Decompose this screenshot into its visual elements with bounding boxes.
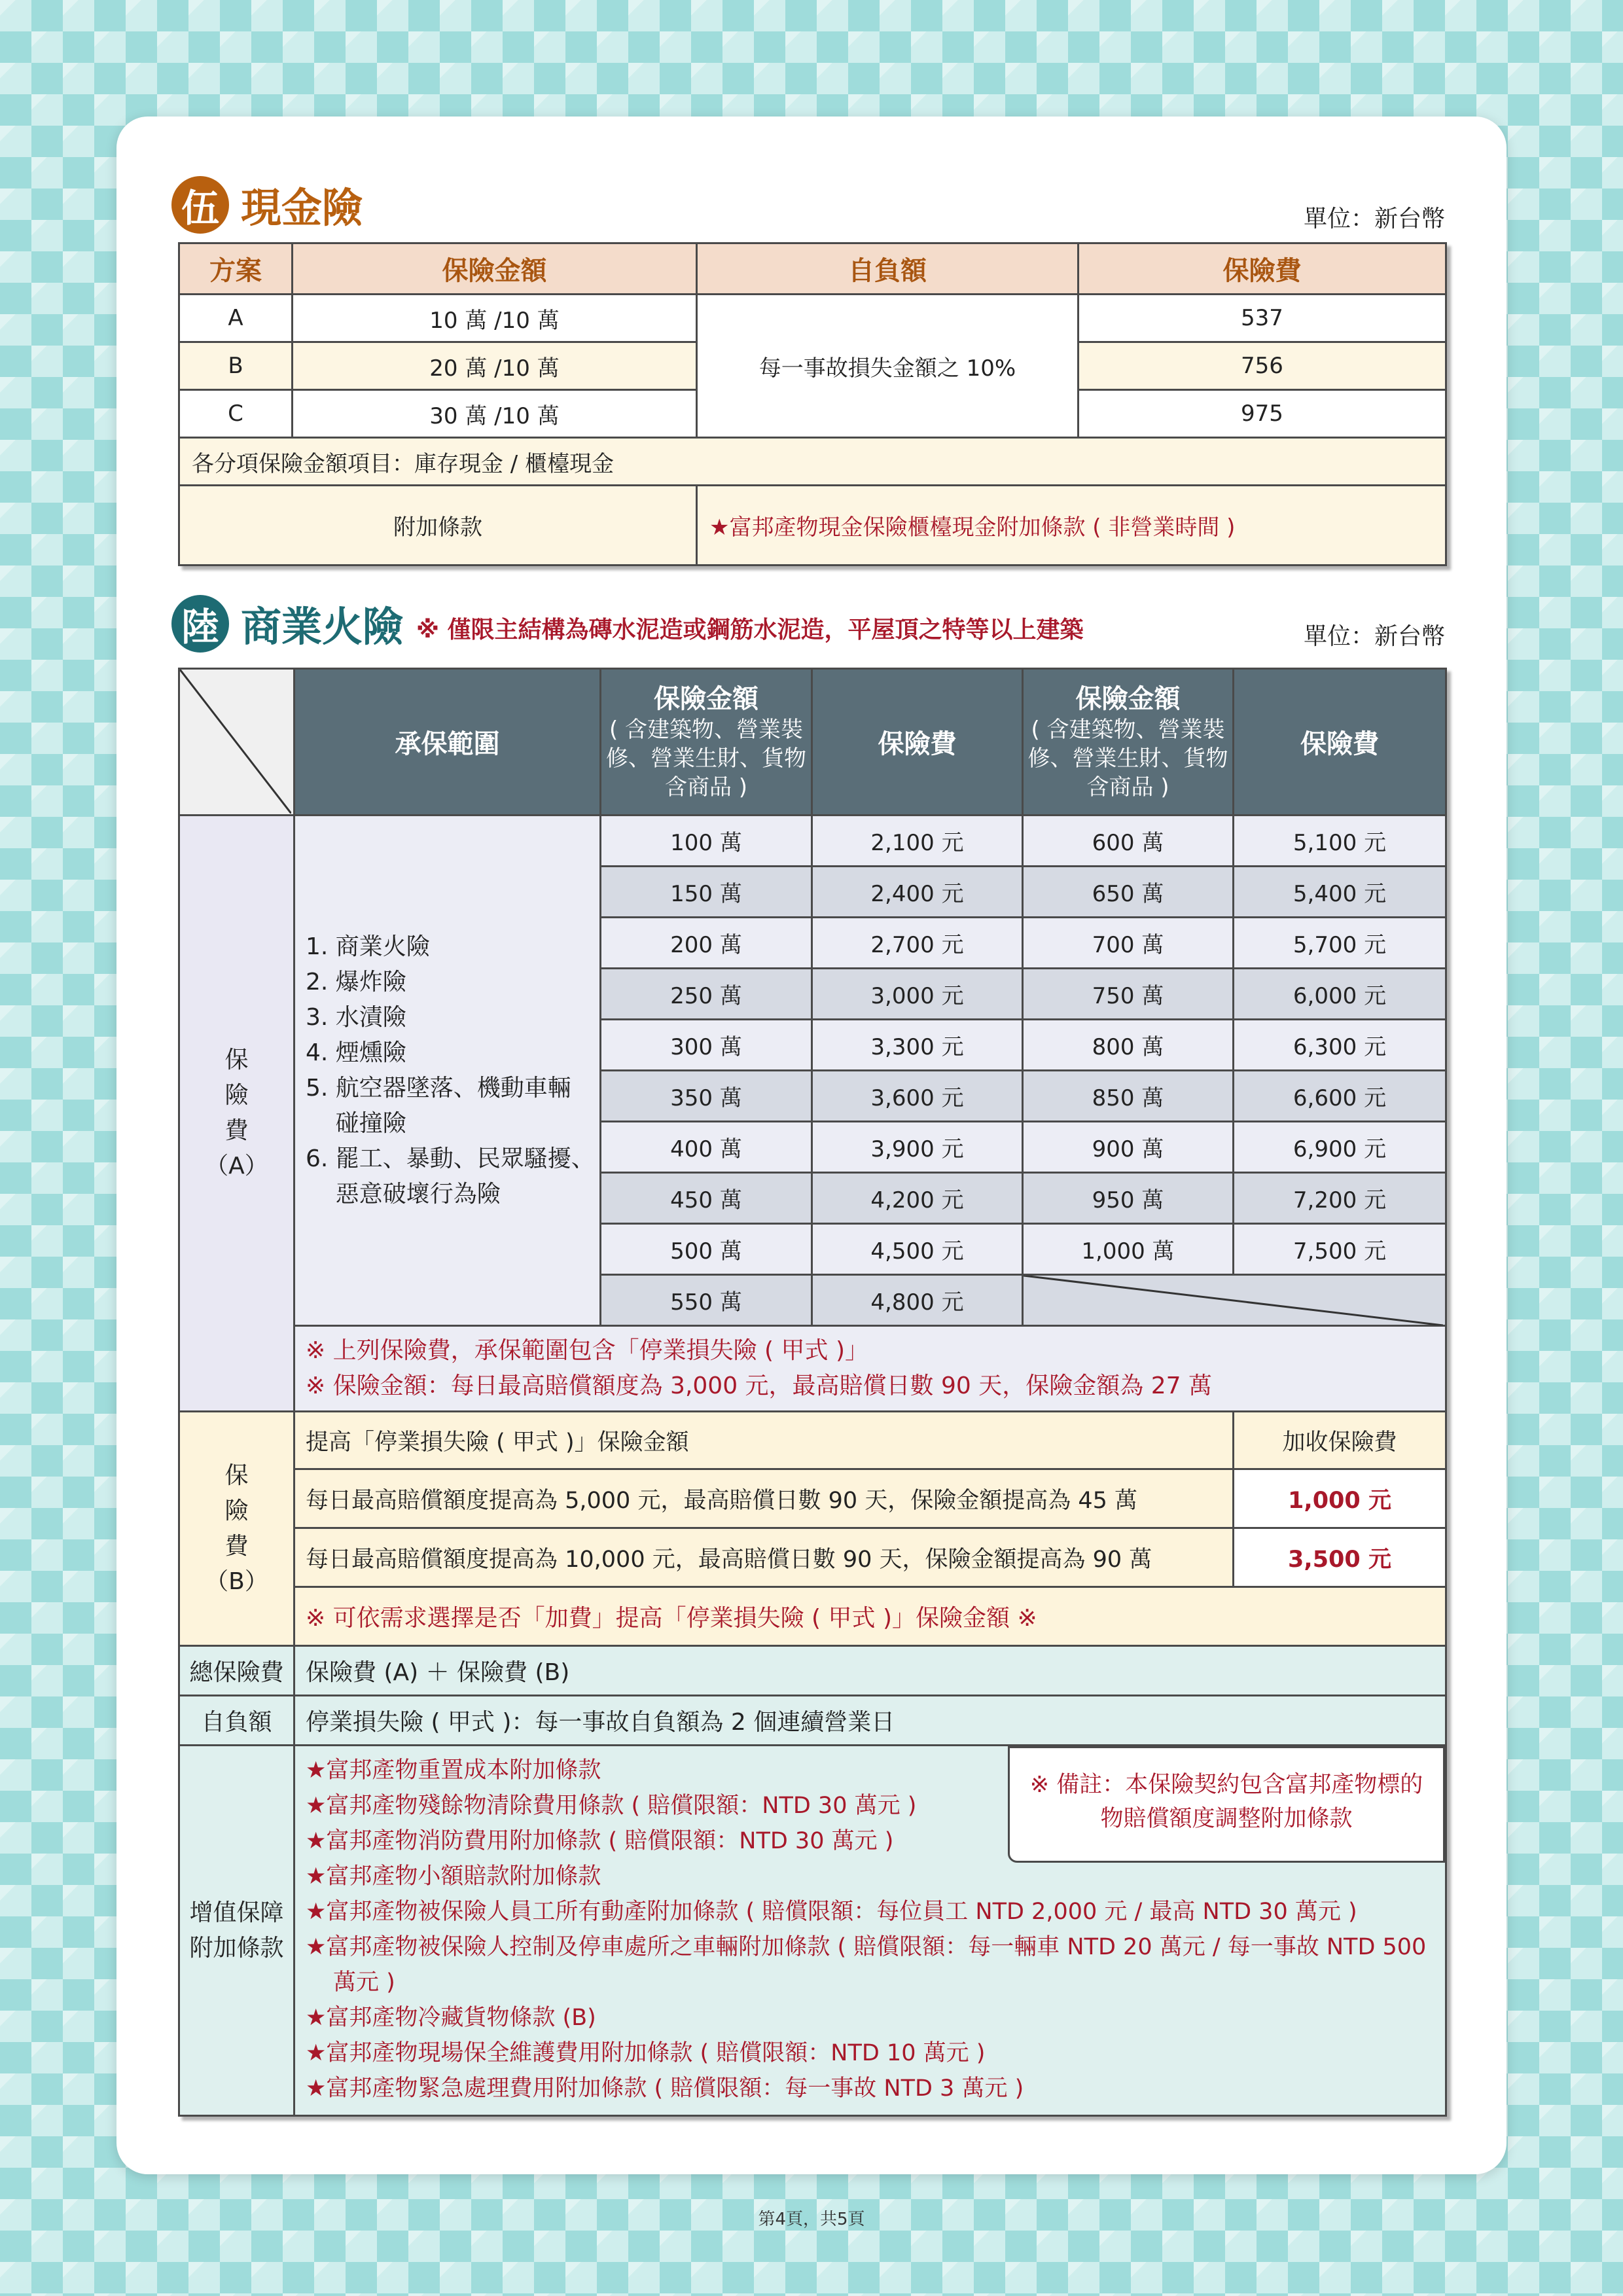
side-a-char: 保 xyxy=(224,1047,249,1073)
amount-cell: 750 萬 xyxy=(1023,969,1234,1020)
amount-cell: 800 萬 xyxy=(1023,1020,1234,1071)
side-a-char: 費 xyxy=(224,1117,249,1144)
premium-cell: 4,800 元 xyxy=(812,1275,1023,1326)
header-amount-sub: ( 含建築物、營業裝修、營業生財、貨物含商品 ) xyxy=(606,716,806,800)
diagonal-line xyxy=(180,670,291,814)
rider-text: ★富邦產物現金保險櫃檯現金附加條款 ( 非營業時間 ) xyxy=(697,486,1446,565)
b-note: ※ 可依需求選擇是否「加費」提高「停業損失險 ( 甲式 )」保險金額 ※ xyxy=(294,1587,1446,1646)
diagonal-line xyxy=(1024,1276,1443,1325)
amount-cell: 300 萬 xyxy=(601,1020,812,1071)
total-label: 總保險費 xyxy=(179,1646,294,1696)
premium-cell: 2,700 元 xyxy=(812,918,1023,969)
list-item: ★富邦產物重置成本附加條款 xyxy=(306,1757,601,1784)
amount-cell: 950 萬 xyxy=(1023,1173,1234,1224)
header-amount-1 xyxy=(601,669,812,816)
side-b-char: 費 xyxy=(224,1532,249,1560)
deductible-label: 自負額 xyxy=(179,1696,294,1746)
b-option-text: 每日最高賠償額度提高為 10,000 元，最高賠償日數 90 天，保險金額提高為 90 萬 xyxy=(294,1528,1234,1587)
coverage-list xyxy=(294,816,601,1326)
plan-cell: B xyxy=(179,342,293,390)
premium-cell: 3,900 元 xyxy=(812,1122,1023,1173)
premium-cell: 6,000 元 xyxy=(1234,969,1446,1020)
cash-insurance-table xyxy=(178,242,1447,566)
table-row xyxy=(179,1469,1446,1528)
section6-note: ※ 僅限主結構為磚水泥造或鋼筋水泥造，平屋頂之特等以上建築 xyxy=(416,617,1084,643)
premium-cell: 3,600 元 xyxy=(812,1071,1023,1122)
amount-cell: 900 萬 xyxy=(1023,1122,1234,1173)
plan-cell: A xyxy=(179,295,293,342)
coverage-item: 5. 航空器墜落、機動車輛 xyxy=(306,1074,571,1102)
header-amount: 保險金額 xyxy=(293,243,697,295)
header-amount-title: 保險金額 xyxy=(1075,683,1181,714)
amount-cell: 20 萬 /10 萬 xyxy=(293,342,697,390)
premium-cell: 6,900 元 xyxy=(1234,1122,1446,1173)
table-row xyxy=(179,816,1446,867)
amount-cell: 30 萬 /10 萬 xyxy=(293,390,697,438)
b-option-text: 每日最高賠償額度提高為 5,000 元，最高賠償日數 90 天，保險金額提高為 45 萬 xyxy=(294,1469,1234,1528)
side-b-char: 保 xyxy=(224,1462,249,1489)
b-header: 提高「停業損失險 ( 甲式 )」保險金額 xyxy=(294,1412,1234,1469)
amount-cell: 150 萬 xyxy=(601,867,812,918)
section6-badge: 陸 xyxy=(171,595,229,653)
premium-cell: 7,500 元 xyxy=(1234,1224,1446,1275)
page-footer: 第4頁，共5頁 xyxy=(758,2210,865,2229)
addon-label xyxy=(179,1746,294,2116)
coverage-item: 6. 罷工、暴動、民眾騷擾、 xyxy=(306,1145,595,1172)
header-amount-sub: ( 含建築物、營業裝修、營業生財、貨物含商品 ) xyxy=(1027,716,1228,800)
amount-cell: 400 萬 xyxy=(601,1122,812,1173)
premium-cell: 537 xyxy=(1079,295,1446,342)
list-item: ★富邦產物被保險人控制及停車處所之車輛附加條款 ( 賠償限額：每一輛車 NTD 20 萬元 / 每一事故 NTD 500 萬元 ) xyxy=(306,1934,1427,1996)
header-plan: 方案 xyxy=(179,243,293,295)
section6-heading xyxy=(171,594,1084,653)
premium-cell: 4,200 元 xyxy=(812,1173,1023,1224)
amount-cell: 700 萬 xyxy=(1023,918,1234,969)
side-a-char: （A） xyxy=(205,1153,268,1179)
premium-cell: 5,400 元 xyxy=(1234,867,1446,918)
amount-cell: 600 萬 xyxy=(1023,816,1234,867)
premium-cell: 3,000 元 xyxy=(812,969,1023,1020)
amount-cell: 450 萬 xyxy=(601,1173,812,1224)
premium-a-notes xyxy=(294,1326,1446,1412)
premium-cell: 7,200 元 xyxy=(1234,1173,1446,1224)
header-scope: 承保範圍 xyxy=(294,669,601,816)
section5-unit: 單位：新台幣 xyxy=(1303,206,1445,232)
premium-cell: 6,300 元 xyxy=(1234,1020,1446,1071)
b-header-fee: 加收保險費 xyxy=(1234,1412,1446,1469)
section5-badge: 伍 xyxy=(171,176,229,234)
list-item: ★富邦產物被保險人員工所有動產附加條款 ( 賠償限額：每位員工 NTD 2,000 元 / 最高 NTD 30 萬元 ) xyxy=(306,1899,1357,1925)
deductible-text: 停業損失險 ( 甲式 )：每一事故自負額為 2 個連續營業日 xyxy=(294,1696,1446,1746)
b-option-fee: 3,500 元 xyxy=(1234,1528,1446,1587)
list-item: ★富邦產物現場保全維護費用附加條款 ( 賠償限額：NTD 10 萬元 ) xyxy=(306,2040,986,2066)
amount-cell: 200 萬 xyxy=(601,918,812,969)
header-premium-2: 保險費 xyxy=(1234,669,1446,816)
items-note: 各分項保險金額項目：庫存現金 / 櫃檯現金 xyxy=(179,438,1446,486)
premium-cell: 3,300 元 xyxy=(812,1020,1023,1071)
plan-cell: C xyxy=(179,390,293,438)
addon-label-line: 增值保障 xyxy=(189,1899,284,1926)
coverage-item: 碰撞險 xyxy=(306,1109,406,1137)
total-text: 保險費 (A) ＋ 保險費 (B) xyxy=(294,1646,1446,1696)
list-item: ★富邦產物緊急處理費用附加條款 ( 賠償限額：每一事故 NTD 3 萬元 ) xyxy=(306,2075,1024,2102)
section6-title: 商業火險 xyxy=(241,603,404,651)
premium-cell: 5,100 元 xyxy=(1234,816,1446,867)
side-label-a xyxy=(179,816,294,1412)
premium-cell: 975 xyxy=(1079,390,1446,438)
premium-cell: 756 xyxy=(1079,342,1446,390)
side-b-char: （B） xyxy=(205,1568,268,1595)
diagonal-corner xyxy=(179,669,294,816)
commercial-fire-table xyxy=(178,668,1447,2117)
premium-cell: 2,400 元 xyxy=(812,867,1023,918)
header-premium: 保險費 xyxy=(1079,243,1446,295)
list-item: ★富邦產物小額賠款附加條款 xyxy=(306,1863,601,1890)
coverage-item: 1. 商業火險 xyxy=(306,933,430,960)
premium-cell: 2,100 元 xyxy=(812,816,1023,867)
rider-label: 附加條款 xyxy=(179,486,697,565)
amount-cell: 100 萬 xyxy=(601,816,812,867)
addon-label-line: 附加條款 xyxy=(189,1934,284,1962)
amount-cell: 1,000 萬 xyxy=(1023,1224,1234,1275)
amount-cell: 550 萬 xyxy=(601,1275,812,1326)
b-option-fee: 1,000 元 xyxy=(1234,1469,1446,1528)
section6-unit: 單位：新台幣 xyxy=(1303,623,1445,650)
amount-cell: 250 萬 xyxy=(601,969,812,1020)
premium-cell: 4,500 元 xyxy=(812,1224,1023,1275)
list-item: ★富邦產物冷藏貨物條款 (B) xyxy=(306,2005,596,2031)
header-deductible: 自負額 xyxy=(697,243,1079,295)
list-item: ★富邦產物消防費用附加條款 ( 賠償限額：NTD 30 萬元 ) xyxy=(306,1828,894,1854)
premium-cell: 6,600 元 xyxy=(1234,1071,1446,1122)
side-a-char: 險 xyxy=(224,1082,249,1109)
list-item: ★富邦產物殘餘物清除費用條款 ( 賠償限額：NTD 30 萬元 ) xyxy=(306,1793,917,1819)
amount-cell: 10 萬 /10 萬 xyxy=(293,295,697,342)
coverage-item: 3. 水漬險 xyxy=(306,1003,406,1031)
deductible-cell: 每一事故損失金額之 10% xyxy=(697,295,1079,438)
side-label-b xyxy=(179,1412,294,1646)
empty-diagonal-cell xyxy=(1023,1275,1446,1326)
section5-heading xyxy=(171,175,363,234)
note-line: ※ 保險金額：每日最高賠償額度為 3,000 元，最高賠償日數 90 天，保險金額為 27 萬 xyxy=(306,1372,1212,1399)
amount-cell: 350 萬 xyxy=(601,1071,812,1122)
coverage-item: 2. 爆炸險 xyxy=(306,968,406,996)
premium-cell: 5,700 元 xyxy=(1234,918,1446,969)
amount-cell: 850 萬 xyxy=(1023,1071,1234,1122)
addon-list xyxy=(294,1746,1446,2116)
amount-cell: 650 萬 xyxy=(1023,867,1234,918)
header-amount-2 xyxy=(1023,669,1234,816)
section5-title: 現金險 xyxy=(241,184,363,232)
header-amount-title: 保險金額 xyxy=(654,683,758,714)
table-row xyxy=(179,295,1446,342)
table-row xyxy=(179,1528,1446,1587)
header-premium-1: 保險費 xyxy=(812,669,1023,816)
side-b-char: 險 xyxy=(224,1497,249,1524)
remark-box: ※ 備註：本保險契約包含富邦產物標的物賠償額度調整附加條款 xyxy=(1008,1746,1445,1863)
coverage-item: 惡意破壞行為險 xyxy=(306,1180,501,1208)
amount-cell: 500 萬 xyxy=(601,1224,812,1275)
coverage-item: 4. 煙燻險 xyxy=(306,1039,406,1066)
note-line: ※ 上列保險費，承保範圍包含「停業損失險 ( 甲式 )」 xyxy=(306,1337,869,1364)
